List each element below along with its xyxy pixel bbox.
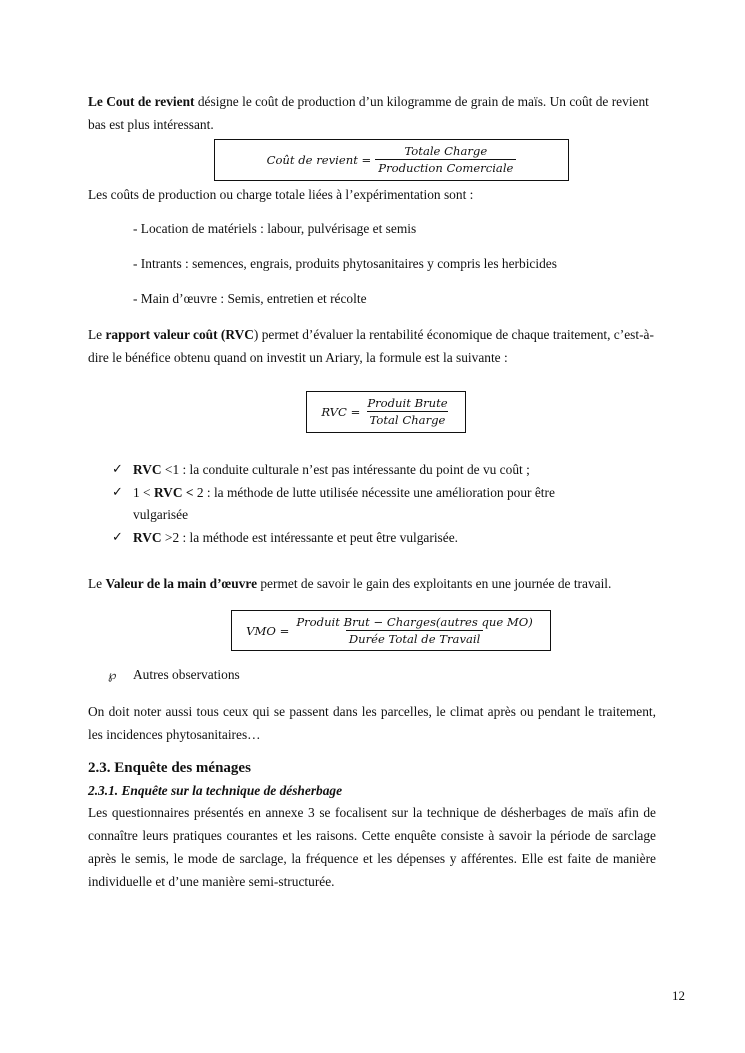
list-item-intrants: - Intrants : semences, engrais, produits phytosanitaires y compris les herbicides [133,256,557,271]
paragraph-prefix: Le [88,327,106,342]
check-term: RVC < [153,485,194,500]
check-term: RVC [133,530,162,545]
formula-rvc [306,391,466,433]
section-title: 2.3. Enquête des ménages [88,760,251,776]
formula-lhs: RVC = [321,405,361,419]
formula-lhs: VMO = [246,623,290,638]
paragraph-text: désigne le coût de production d’un kilogramme de grain de maïs. Un coût de revient bas est plus intéressant. [88,94,649,132]
heading-autres-observations: Autres observations [133,667,240,682]
check-text: <1 : la conduite culturale n’est pas intéressante du point de vu coût ; [161,462,530,477]
paragraph-couts-production: Les coûts de production ou charge totale liées à l’expérimentation sont : [88,187,474,202]
paragraph-vmo [88,572,656,595]
formula-denominator: Total Charge [367,411,449,428]
formula-numerator: Totale Charge [404,144,488,158]
page-number: 12 [672,988,685,1003]
term-cout-de-revient: Le Cout de revient [88,94,195,109]
check-text: 2 : la méthode de lutte utilisée nécessite une amélioration pour être vulgarisée [133,485,555,522]
weierstrass-p-icon: ℘ [108,668,117,682]
checkmark-icon: ✓ [112,484,123,499]
checkmark-icon: ✓ [112,461,123,476]
subsection-title: 2.3.1. Enquête sur la technique de désherbage [88,783,343,798]
formula-cout-de-revient [214,139,569,181]
paragraph-cout-de-revient [88,90,656,136]
formula-fraction [293,615,536,647]
formula-numerator: Produit Brut − Charges(autres que MO) [296,614,533,629]
paragraph-enquete: Les questionnaires présentés en annexe 3 se focalisent sur la technique de désherbages de maïs afin de connaître leurs pratiques courantes et les raisons. Cette enquête consiste à savoir la période de sarclage après le semis, le mode de sarclage, la fréquence et les dépenses y afférentes. Elle est faite de manière individuelle et d’une manière semi-structurée. [88,805,656,889]
paragraph-observations: On doit noter aussi tous ceux qui se passent dans les parcelles, le climat après ou pendant le traitement, les incidences phytosanitaires… [88,704,656,742]
check-text: >2 : la méthode est intéressante et peut être vulgarisée. [161,530,459,545]
paragraph-text: ) permet d’évaluer la rentabilité économique de chaque traitement, c’est-à-dire le bénéfice obtenu quand on investit un Ariary, la formule est la suivante : [88,327,654,365]
check-item-rvc-between [133,482,613,526]
formula-denominator: Production Comerciale [375,159,516,176]
formula-lhs: Coût de revient = [266,153,372,167]
paragraph-prefix: Le [88,576,106,591]
formula-fraction [364,396,450,428]
formula-denominator: Durée Total de Travail [346,630,484,647]
term-vmo: Valeur de la main d’œuvre [105,576,258,591]
paragraph-rvc [88,323,656,369]
term-rvc: rapport valeur coût (RVC [105,327,254,342]
checkmark-icon: ✓ [112,529,123,544]
check-item-rvc-gt-2 [133,527,458,549]
list-item-location: - Location de matériels : labour, pulvérisage et semis [133,221,417,236]
paragraph-text: permet de savoir le gain des exploitants en une journée de travail. [257,576,612,591]
formula-vmo [231,610,551,651]
check-prefix: 1 < [133,485,154,500]
check-term: RVC [133,462,162,477]
formula-fraction [375,144,516,176]
check-item-rvc-lt-1 [133,459,530,481]
formula-numerator: Produit Brute [367,396,448,410]
list-item-main-oeuvre: - Main d’œuvre : Semis, entretien et récolte [133,291,367,306]
